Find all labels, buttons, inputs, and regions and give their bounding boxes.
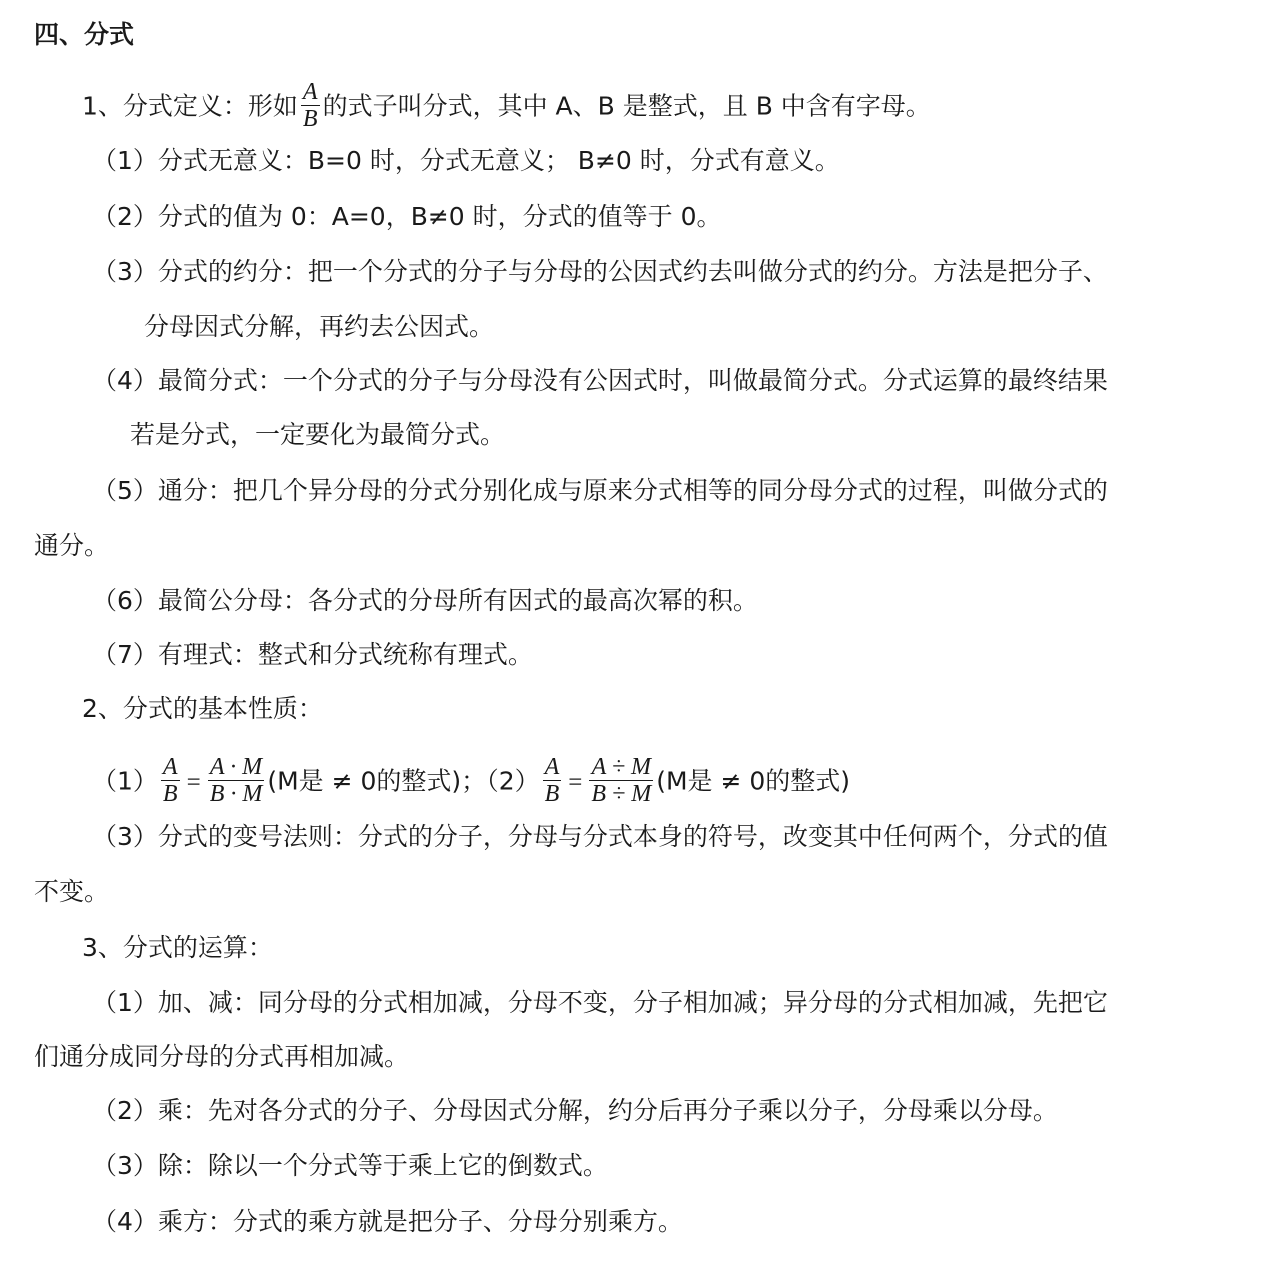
op-multiply: （2）乘：先对各分式的分子、分母因式分解，约分后再分子乘以分子，分母乘以分母。	[92, 1096, 1058, 1125]
formula2-rhs-num: A ÷ M	[589, 754, 653, 781]
item-simplest-cont: 若是分式，一定要化为最简分式。	[130, 420, 506, 449]
item-reduction: （3）分式的约分：把一个分式的分子与分母的公因式约去叫做分式的约分。方法是把分子、	[92, 257, 1108, 286]
formula2-lhs-num: A	[544, 754, 560, 780]
fraction-denominator: B	[302, 106, 318, 132]
item-reduction-cont: 分母因式分解，再约去公因式。	[144, 312, 495, 341]
formula1-condition: (M是 ≠ 0的整式)	[267, 766, 462, 796]
formula1-label: （1）	[92, 766, 158, 796]
formula1-rhs	[208, 754, 265, 807]
sign-rule: （3）分式的变号法则：分式的分子，分母与分式本身的符号，改变其中任何两个，分式的值	[92, 822, 1108, 851]
property-formulas	[92, 756, 850, 809]
item-common-denominator: （5）通分：把几个异分母的分式分别化成与原来分式相等的同分母分式的过程，叫做分式的	[92, 476, 1108, 505]
op-power: （4）乘方：分式的乘方就是把分子、分母分别乘方。	[92, 1207, 683, 1236]
formula2-label: （2）	[486, 766, 540, 796]
formula1-rhs-num: A · M	[208, 754, 265, 781]
definition-prefix: 1、分式定义：形如	[82, 91, 298, 121]
item-rational: （7）有理式：整式和分式统称有理式。	[92, 640, 533, 669]
formula-separator: ；	[461, 766, 487, 796]
formula2-rhs-den: B ÷ M	[591, 781, 652, 807]
item-lcd: （6）最简公分母：各分式的分母所有因式的最高次幂的积。	[92, 586, 758, 615]
formula2-lhs	[543, 754, 562, 807]
section-heading: 四、分式	[34, 20, 135, 49]
op-divide: （3）除：除以一个分式等于乘上它的倒数式。	[92, 1151, 608, 1180]
operations-title: 3、分式的运算：	[82, 933, 273, 962]
op-add-sub: （1）加、减：同分母的分式相加减，分母不变，分子相加减；异分母的分式相加减，先把它	[92, 988, 1108, 1017]
formula1-lhs-den: B	[162, 781, 178, 807]
sign-rule-cont: 不变。	[34, 877, 110, 906]
definition-line	[82, 81, 931, 134]
formula2-lhs-den: B	[544, 781, 560, 807]
definition-suffix: 的式子叫分式，其中 A、B 是整式，且 B 中含有字母。	[322, 91, 931, 121]
op-add-sub-cont: 们通分成同分母的分式再相加减。	[34, 1042, 410, 1071]
formula1-rhs-den: B · M	[209, 781, 263, 807]
item-undefined: （1）分式无意义：B=0 时，分式无意义； B≠0 时，分式有意义。	[92, 146, 840, 175]
formula1-lhs-num: A	[162, 754, 178, 780]
formula2-equals: =	[568, 768, 583, 796]
definition-fraction	[301, 79, 320, 132]
formula1-equals: =	[186, 768, 201, 796]
property-title: 2、分式的基本性质：	[82, 694, 323, 723]
formula2-rhs	[589, 754, 653, 807]
formula2-condition: (M是 ≠ 0的整式)	[656, 766, 851, 796]
fraction-numerator: A	[302, 79, 318, 105]
item-common-denominator-cont: 通分。	[34, 531, 110, 560]
item-zero-value: （2）分式的值为 0：A=0，B≠0 时，分式的值等于 0。	[92, 202, 722, 231]
item-simplest: （4）最简分式：一个分式的分子与分母没有公因式时，叫做最简分式。分式运算的最终结果	[92, 366, 1108, 395]
formula1-lhs	[161, 754, 180, 807]
